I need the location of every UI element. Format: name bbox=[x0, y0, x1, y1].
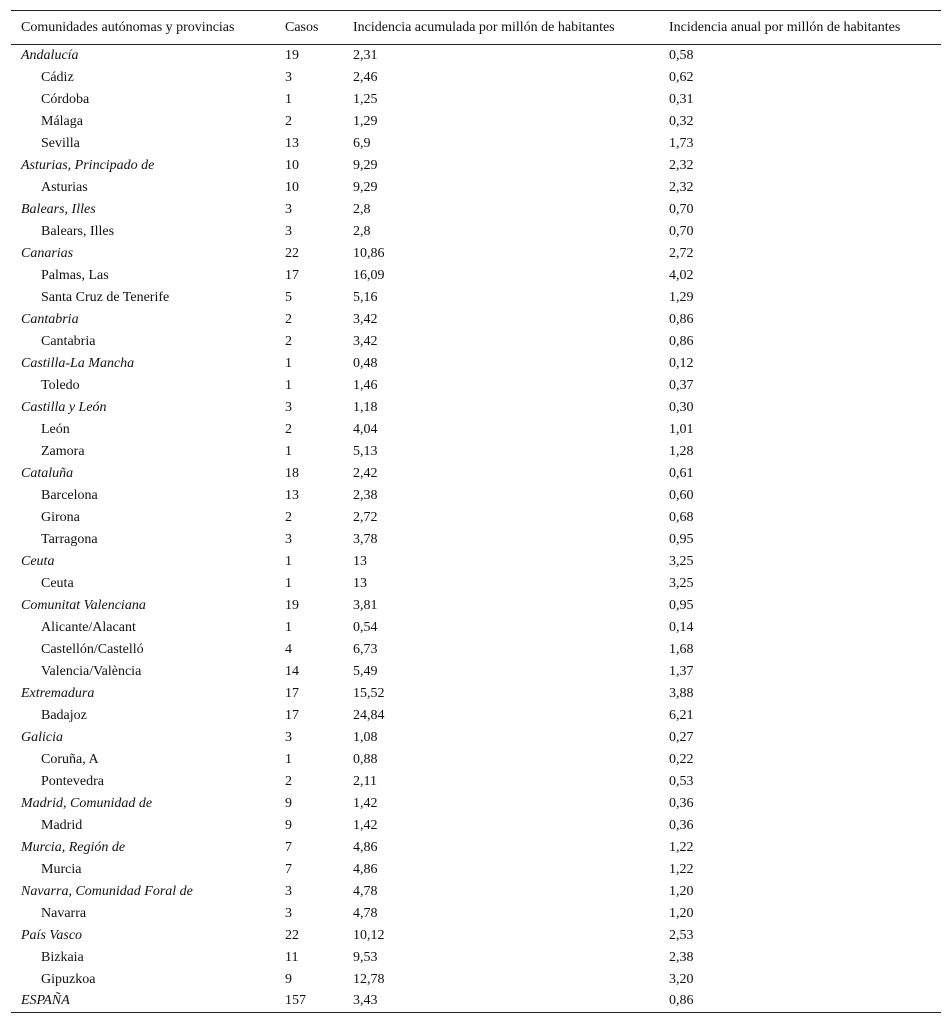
cell-cumulative-incidence: 2,8 bbox=[353, 201, 371, 217]
header-cases: Casos bbox=[275, 11, 343, 45]
cell-region-name: Galicia bbox=[21, 729, 63, 745]
table-row bbox=[11, 551, 941, 573]
table-row bbox=[11, 155, 941, 177]
cell-annual-incidence: 0,22 bbox=[669, 751, 694, 767]
cell-cases: 3 bbox=[285, 399, 292, 415]
cell-region-name: Alicante/Alacant bbox=[41, 619, 136, 635]
cell-annual-incidence: 0,95 bbox=[669, 597, 694, 613]
table-row bbox=[11, 969, 941, 991]
cell-cumulative-incidence: 10,12 bbox=[353, 927, 385, 943]
table-row bbox=[11, 441, 941, 463]
cell-region-name: Comunitat Valenciana bbox=[21, 597, 146, 613]
table-row bbox=[11, 463, 941, 485]
cell-cumulative-incidence: 4,86 bbox=[353, 839, 378, 855]
header-cumulative-incidence: Incidencia acumulada por millón de habitantes bbox=[343, 11, 659, 45]
table-row bbox=[11, 133, 941, 155]
cell-annual-incidence: 0,14 bbox=[669, 619, 694, 635]
cell-annual-incidence: 0,70 bbox=[669, 201, 694, 217]
cell-annual-incidence: 0,60 bbox=[669, 487, 694, 503]
cell-region-name: Murcia, Región de bbox=[21, 839, 126, 855]
cell-cases: 18 bbox=[285, 465, 299, 481]
cell-cumulative-incidence: 2,46 bbox=[353, 69, 378, 85]
cell-cases: 3 bbox=[285, 69, 292, 85]
cell-cumulative-incidence: 5,13 bbox=[353, 443, 378, 459]
cell-annual-incidence: 0,95 bbox=[669, 531, 694, 547]
cell-region-name: Tarragona bbox=[41, 531, 98, 547]
cell-cases: 3 bbox=[285, 201, 292, 217]
cell-region-name: Coruña, A bbox=[41, 751, 99, 767]
cell-cumulative-incidence: 3,42 bbox=[353, 333, 378, 349]
cell-region-name: León bbox=[41, 421, 70, 437]
cell-annual-incidence: 4,02 bbox=[669, 267, 694, 283]
table-row bbox=[11, 507, 941, 529]
table-row bbox=[11, 793, 941, 815]
cell-region-name: Zamora bbox=[41, 443, 85, 459]
cell-annual-incidence: 2,38 bbox=[669, 949, 694, 965]
cell-cases: 2 bbox=[285, 421, 292, 437]
table-row bbox=[11, 705, 941, 727]
table-row bbox=[11, 771, 941, 793]
cell-cases: 22 bbox=[285, 927, 299, 943]
cell-region-name: Málaga bbox=[41, 113, 83, 129]
table-row bbox=[11, 859, 941, 881]
cell-region-name: ESPAÑA bbox=[11, 991, 275, 1013]
cell-region-name: Cantabria bbox=[41, 333, 96, 349]
cell-region-name: Asturias bbox=[41, 179, 88, 195]
cell-region-name: Balears, Illes bbox=[21, 201, 96, 217]
cell-cases: 2 bbox=[285, 509, 292, 525]
table-row bbox=[11, 353, 941, 375]
table-row bbox=[11, 815, 941, 837]
cell-region-name: Gipuzkoa bbox=[41, 971, 96, 987]
cell-cases: 1 bbox=[285, 553, 292, 569]
cell-cumulative-incidence: 10,86 bbox=[353, 245, 385, 261]
cell-region-name: Santa Cruz de Tenerife bbox=[41, 289, 170, 305]
cell-cumulative-incidence: 4,78 bbox=[353, 883, 378, 899]
cell-cases: 7 bbox=[285, 861, 292, 877]
table-row bbox=[11, 419, 941, 441]
cell-annual-incidence: 1,68 bbox=[669, 641, 694, 657]
cell-annual-incidence: 2,53 bbox=[669, 927, 694, 943]
table-row bbox=[11, 45, 941, 67]
cell-cases: 19 bbox=[285, 47, 299, 63]
cell-cumulative-incidence: 2,72 bbox=[353, 509, 378, 525]
table-row bbox=[11, 837, 941, 859]
cell-annual-incidence: 0,53 bbox=[669, 773, 694, 789]
cell-annual-incidence: 3,20 bbox=[669, 971, 694, 987]
table-row bbox=[11, 199, 941, 221]
cell-cumulative-incidence: 1,18 bbox=[353, 399, 378, 415]
cell-cases: 17 bbox=[285, 267, 299, 283]
cell-annual-incidence: 2,72 bbox=[669, 245, 694, 261]
incidence-table-container bbox=[11, 10, 941, 1013]
cell-cases: 3 bbox=[285, 223, 292, 239]
header-row bbox=[11, 11, 941, 45]
cell-region-name: Castellón/Castelló bbox=[41, 641, 144, 657]
table-row bbox=[11, 749, 941, 771]
cell-cases: 3 bbox=[285, 883, 292, 899]
cell-region-name: Murcia bbox=[41, 861, 82, 877]
cell-region-name: Palmas, Las bbox=[41, 267, 109, 283]
cell-cases: 1 bbox=[285, 355, 292, 371]
table-row bbox=[11, 903, 941, 925]
cell-cases: 3 bbox=[285, 905, 292, 921]
cell-region-name: Bizkaia bbox=[41, 949, 84, 965]
cell-region-name: País Vasco bbox=[21, 927, 83, 943]
cell-region-name: Ceuta bbox=[41, 575, 74, 591]
cell-region-name: Girona bbox=[41, 509, 80, 525]
cell-cumulative-incidence: 2,8 bbox=[353, 223, 371, 239]
cell-cases: 7 bbox=[285, 839, 292, 855]
cell-cumulative-incidence: 9,53 bbox=[353, 949, 378, 965]
cell-region-name: Castilla y León bbox=[21, 399, 107, 415]
table-row bbox=[11, 683, 941, 705]
cell-region-name: Sevilla bbox=[41, 135, 80, 151]
cell-region-name: Madrid, Comunidad de bbox=[21, 795, 153, 811]
header-annual-incidence: Incidencia anual por millón de habitantes bbox=[659, 11, 941, 45]
cell-annual-incidence: 0,37 bbox=[669, 377, 694, 393]
table-row bbox=[11, 177, 941, 199]
cell-cases: 3 bbox=[285, 729, 292, 745]
cell-cumulative-incidence: 2,38 bbox=[353, 487, 378, 503]
table-header bbox=[11, 11, 941, 45]
cell-cumulative-incidence: 6,73 bbox=[353, 641, 378, 657]
cell-region-name: Extremadura bbox=[21, 685, 95, 701]
cell-annual-incidence: 1,22 bbox=[669, 839, 694, 855]
cell-cases: 5 bbox=[285, 289, 292, 305]
cell-cases: 17 bbox=[285, 707, 299, 723]
cell-annual-incidence: 2,32 bbox=[669, 179, 694, 195]
cell-cases: 1 bbox=[285, 91, 292, 107]
cell-cumulative-incidence: 9,29 bbox=[353, 179, 378, 195]
cell-cumulative-incidence: 2,31 bbox=[353, 47, 378, 63]
cell-annual-incidence: 0,32 bbox=[669, 113, 694, 129]
table-row bbox=[11, 67, 941, 89]
cell-cumulative-incidence: 1,25 bbox=[353, 91, 378, 107]
cell-annual-incidence: 6,21 bbox=[669, 707, 694, 723]
cell-region-name: Navarra bbox=[41, 905, 87, 921]
cell-region-name: Ceuta bbox=[21, 553, 55, 569]
cell-annual-incidence: 1,28 bbox=[669, 443, 694, 459]
cell-cases: 22 bbox=[285, 245, 299, 261]
table-body bbox=[11, 45, 941, 1013]
cell-annual-incidence: 0,68 bbox=[669, 509, 694, 525]
table-row bbox=[11, 925, 941, 947]
cell-cases: 1 bbox=[285, 377, 292, 393]
table-row bbox=[11, 89, 941, 111]
cell-region-name: Asturias, Principado de bbox=[21, 157, 155, 173]
cell-cumulative-incidence: 16,09 bbox=[353, 267, 385, 283]
cell-annual-incidence: 0,30 bbox=[669, 399, 694, 415]
cell-region-name: Castilla-La Mancha bbox=[21, 355, 135, 371]
cell-region-name: Badajoz bbox=[41, 707, 87, 723]
cell-cumulative-incidence: 1,46 bbox=[353, 377, 378, 393]
cell-cases: 10 bbox=[285, 157, 299, 173]
table-row bbox=[11, 639, 941, 661]
cell-annual-incidence: 2,32 bbox=[669, 157, 694, 173]
cell-cumulative-incidence: 13 bbox=[353, 553, 367, 569]
table-row bbox=[11, 309, 941, 331]
table-row bbox=[11, 221, 941, 243]
cell-cumulative-incidence: 2,42 bbox=[353, 465, 378, 481]
cell-cumulative-incidence: 2,11 bbox=[353, 773, 377, 789]
cell-region-name: Cataluña bbox=[21, 465, 74, 481]
table-row bbox=[11, 485, 941, 507]
cell-region-name: Córdoba bbox=[41, 91, 90, 107]
cell-cumulative-incidence: 1,42 bbox=[353, 795, 378, 811]
cell-annual-incidence: 3,88 bbox=[669, 685, 694, 701]
cell-cumulative-incidence: 5,49 bbox=[353, 663, 378, 679]
table-row bbox=[11, 661, 941, 683]
cell-cumulative-incidence: 0,54 bbox=[353, 619, 378, 635]
cell-cumulative-incidence: 6,9 bbox=[353, 135, 371, 151]
cell-cases: 3 bbox=[285, 531, 292, 547]
cell-cases: 2 bbox=[285, 311, 292, 327]
cell-cases: 1 bbox=[285, 751, 292, 767]
cell-region-name: Canarias bbox=[21, 245, 74, 261]
cell-annual-incidence: 1,22 bbox=[669, 861, 694, 877]
cell-annual-incidence: 1,29 bbox=[669, 289, 694, 305]
cell-cases: 1 bbox=[285, 443, 292, 459]
cell-cases: 14 bbox=[285, 663, 299, 679]
cell-annual-incidence: 0,62 bbox=[669, 69, 694, 85]
cell-annual-incidence: 0,86 bbox=[669, 311, 694, 327]
cell-cumulative-incidence: 0,48 bbox=[353, 355, 378, 371]
table-row bbox=[11, 331, 941, 353]
cell-cumulative-incidence: 3,43 bbox=[343, 991, 659, 1013]
cell-annual-incidence: 0,12 bbox=[669, 355, 694, 371]
cell-region-name: Navarra, Comunidad Foral de bbox=[21, 883, 193, 899]
cell-cumulative-incidence: 15,52 bbox=[353, 685, 385, 701]
cell-cases: 11 bbox=[285, 949, 299, 965]
table-row bbox=[11, 375, 941, 397]
cell-cumulative-incidence: 4,04 bbox=[353, 421, 378, 437]
table-row bbox=[11, 111, 941, 133]
cell-annual-incidence: 1,37 bbox=[669, 663, 694, 679]
table-row bbox=[11, 573, 941, 595]
incidence-table bbox=[11, 10, 941, 1013]
cell-cumulative-incidence: 3,81 bbox=[353, 597, 378, 613]
cell-annual-incidence: 1,20 bbox=[669, 905, 694, 921]
cell-cumulative-incidence: 12,78 bbox=[353, 971, 385, 987]
cell-annual-incidence: 3,25 bbox=[669, 553, 694, 569]
cell-region-name: Andalucía bbox=[21, 47, 79, 63]
table-row bbox=[11, 617, 941, 639]
cell-cumulative-incidence: 24,84 bbox=[353, 707, 385, 723]
cell-cumulative-incidence: 1,42 bbox=[353, 817, 378, 833]
table-row bbox=[11, 991, 941, 1013]
cell-annual-incidence: 0,36 bbox=[669, 795, 694, 811]
cell-cumulative-incidence: 3,78 bbox=[353, 531, 378, 547]
cell-cases: 4 bbox=[285, 641, 292, 657]
cell-annual-incidence: 0,31 bbox=[669, 91, 694, 107]
cell-cumulative-incidence: 0,88 bbox=[353, 751, 378, 767]
cell-cases: 17 bbox=[285, 685, 299, 701]
cell-annual-incidence: 1,20 bbox=[669, 883, 694, 899]
cell-cumulative-incidence: 5,16 bbox=[353, 289, 378, 305]
cell-region-name: Pontevedra bbox=[41, 773, 104, 789]
cell-annual-incidence: 0,27 bbox=[669, 729, 694, 745]
table-row bbox=[11, 727, 941, 749]
cell-annual-incidence: 0,70 bbox=[669, 223, 694, 239]
table-row bbox=[11, 397, 941, 419]
cell-cases: 9 bbox=[285, 971, 292, 987]
table-row bbox=[11, 881, 941, 903]
cell-annual-incidence: 1,01 bbox=[669, 421, 694, 437]
cell-cases: 10 bbox=[285, 179, 299, 195]
cell-cases: 157 bbox=[275, 991, 343, 1013]
cell-cases: 9 bbox=[285, 795, 292, 811]
cell-cases: 1 bbox=[285, 575, 292, 591]
cell-cases: 13 bbox=[285, 487, 299, 503]
cell-region-name: Madrid bbox=[41, 817, 83, 833]
cell-region-name: Barcelona bbox=[41, 487, 98, 503]
cell-cumulative-incidence: 4,86 bbox=[353, 861, 378, 877]
cell-region-name: Balears, Illes bbox=[41, 223, 115, 239]
table-row bbox=[11, 265, 941, 287]
cell-cumulative-incidence: 9,29 bbox=[353, 157, 378, 173]
cell-cases: 19 bbox=[285, 597, 299, 613]
table-row bbox=[11, 947, 941, 969]
cell-annual-incidence: 0,36 bbox=[669, 817, 694, 833]
table-row bbox=[11, 595, 941, 617]
cell-region-name: Cádiz bbox=[41, 69, 74, 85]
cell-cumulative-incidence: 3,42 bbox=[353, 311, 378, 327]
cell-cases: 9 bbox=[285, 817, 292, 833]
cell-cases: 13 bbox=[285, 135, 299, 151]
cell-annual-incidence: 0,58 bbox=[669, 47, 694, 63]
cell-cumulative-incidence: 13 bbox=[353, 575, 367, 591]
cell-annual-incidence: 3,25 bbox=[669, 575, 694, 591]
cell-cases: 1 bbox=[285, 619, 292, 635]
cell-annual-incidence: 0,86 bbox=[659, 991, 941, 1013]
table-row bbox=[11, 243, 941, 265]
cell-region-name: Toledo bbox=[41, 377, 80, 393]
table-row bbox=[11, 287, 941, 309]
cell-annual-incidence: 0,86 bbox=[669, 333, 694, 349]
cell-cases: 2 bbox=[285, 333, 292, 349]
cell-cases: 2 bbox=[285, 113, 292, 129]
cell-cumulative-incidence: 1,29 bbox=[353, 113, 378, 129]
cell-region-name: Valencia/València bbox=[41, 663, 142, 679]
table-row bbox=[11, 529, 941, 551]
cell-region-name: Cantabria bbox=[21, 311, 79, 327]
cell-cumulative-incidence: 4,78 bbox=[353, 905, 378, 921]
cell-annual-incidence: 0,61 bbox=[669, 465, 694, 481]
cell-cumulative-incidence: 1,08 bbox=[353, 729, 378, 745]
cell-cases: 2 bbox=[285, 773, 292, 789]
cell-annual-incidence: 1,73 bbox=[669, 135, 694, 151]
header-region: Comunidades autónomas y provincias bbox=[11, 11, 275, 45]
